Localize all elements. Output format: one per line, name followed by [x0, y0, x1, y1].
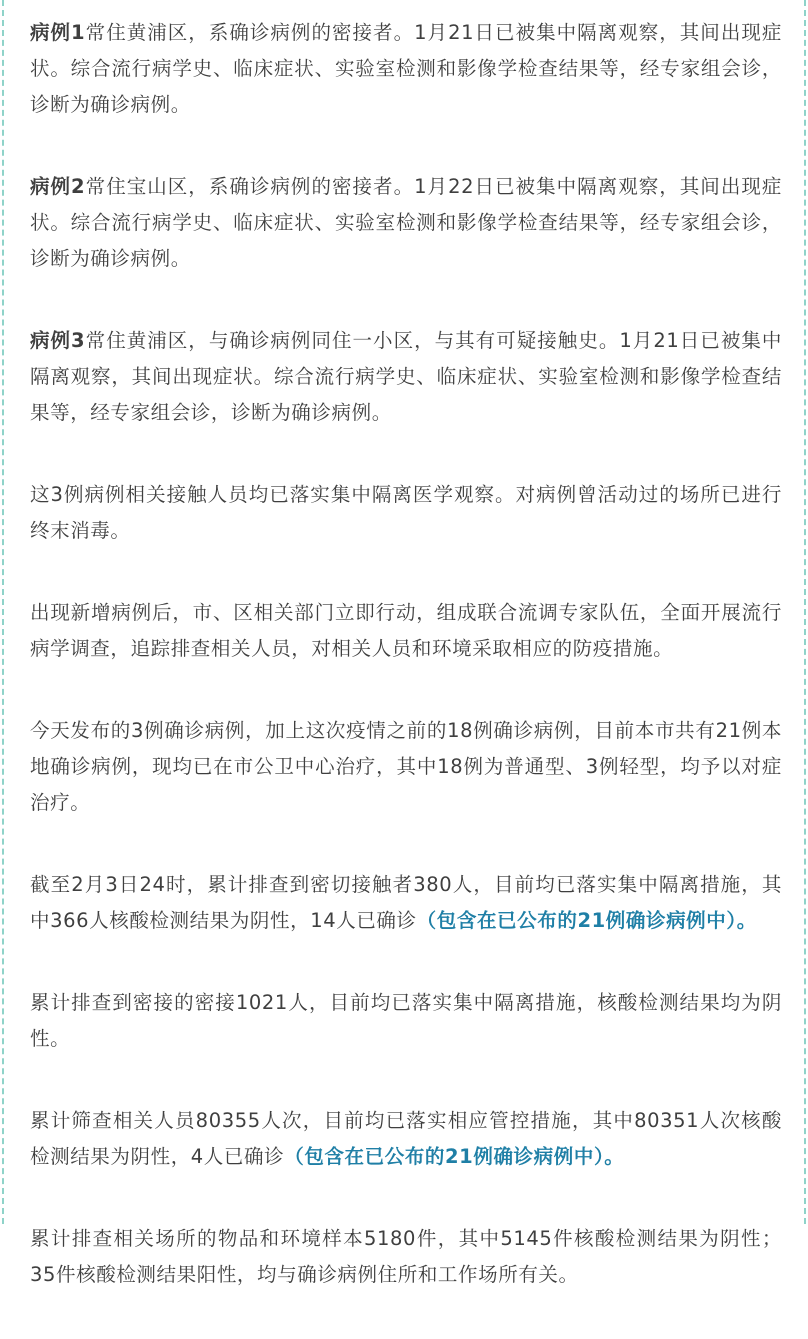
- paragraph-text: 常住黄浦区，与确诊病例同住一小区，与其有可疑接触史。1月21日已被集中隔离观察，其间出现症状。综合流行病学史、临床症状、实验室检测和影像学检查结果等，经专家组会诊，诊断为确诊病例。: [30, 329, 782, 424]
- paragraph-close-contacts: [30, 867, 782, 939]
- article-body: [30, 15, 782, 1339]
- case-label: 病例2: [30, 175, 86, 198]
- paragraph-secondary-contacts: [30, 985, 782, 1057]
- paragraph-text: 常住黄浦区，系确诊病例的密接者。1月21日已被集中隔离观察，其间出现症状。综合流行病学史、临床症状、实验室检测和影像学检查结果等，经专家组会诊，诊断为确诊病例。: [30, 21, 782, 116]
- paragraph-case-3: [30, 323, 782, 431]
- paragraph-contacts-isolation: [30, 477, 782, 549]
- right-dashed-border: [804, 0, 806, 1224]
- paragraph-case-totals: [30, 713, 782, 821]
- case-label: 病例3: [30, 329, 86, 352]
- paragraph-text: 截至2月3日24时，累计排查到密切接触者380人，目前均已落实集中隔离措施，其中366人核酸检测结果为阴性，14人已确诊: [30, 873, 782, 932]
- highlight-note: （包含在已公布的21例确诊病例中）。: [284, 1145, 625, 1168]
- left-dashed-border: [2, 0, 4, 1224]
- paragraph-environment-samples: [30, 1221, 782, 1293]
- paragraph-text: 累计排查到密接的密接1021人，目前均已落实集中隔离措施，核酸检测结果均为阴性。: [30, 991, 782, 1050]
- paragraph-text: 出现新增病例后，市、区相关部门立即行动，组成联合流调专家队伍，全面开展流行病学调查，追踪排查相关人员，对相关人员和环境采取相应的防疫措施。: [30, 601, 782, 660]
- paragraph-text: 今天发布的3例确诊病例，加上这次疫情之前的18例确诊病例，目前本市共有21例本地确诊病例，现均已在市公卫中心治疗，其中18例为普通型、3例轻型，均予以对症治疗。: [30, 719, 782, 814]
- paragraph-case-2: [30, 169, 782, 277]
- paragraph-response: [30, 595, 782, 667]
- paragraph-screening: [30, 1103, 782, 1175]
- paragraph-text: 这3例病例相关接触人员均已落实集中隔离医学观察。对病例曾活动过的场所已进行终末消毒。: [30, 483, 782, 542]
- paragraph-text: 累计筛查相关人员80355人次，目前均已落实相应管控措施，其中80351人次核酸检测结果为阴性，4人已确诊: [30, 1109, 782, 1168]
- paragraph-text: 常住宝山区，系确诊病例的密接者。1月22日已被集中隔离观察，其间出现症状。综合流行病学史、临床症状、实验室检测和影像学检查结果等，经专家组会诊，诊断为确诊病例。: [30, 175, 782, 270]
- paragraph-text: 累计排查相关场所的物品和环境样本5180件，其中5145件核酸检测结果为阴性；35件核酸检测结果阳性，均与确诊病例住所和工作场所有关。: [30, 1227, 782, 1286]
- case-label: 病例1: [30, 21, 86, 44]
- paragraph-case-1: [30, 15, 782, 123]
- highlight-note: （包含在已公布的21例确诊病例中）。: [416, 909, 757, 932]
